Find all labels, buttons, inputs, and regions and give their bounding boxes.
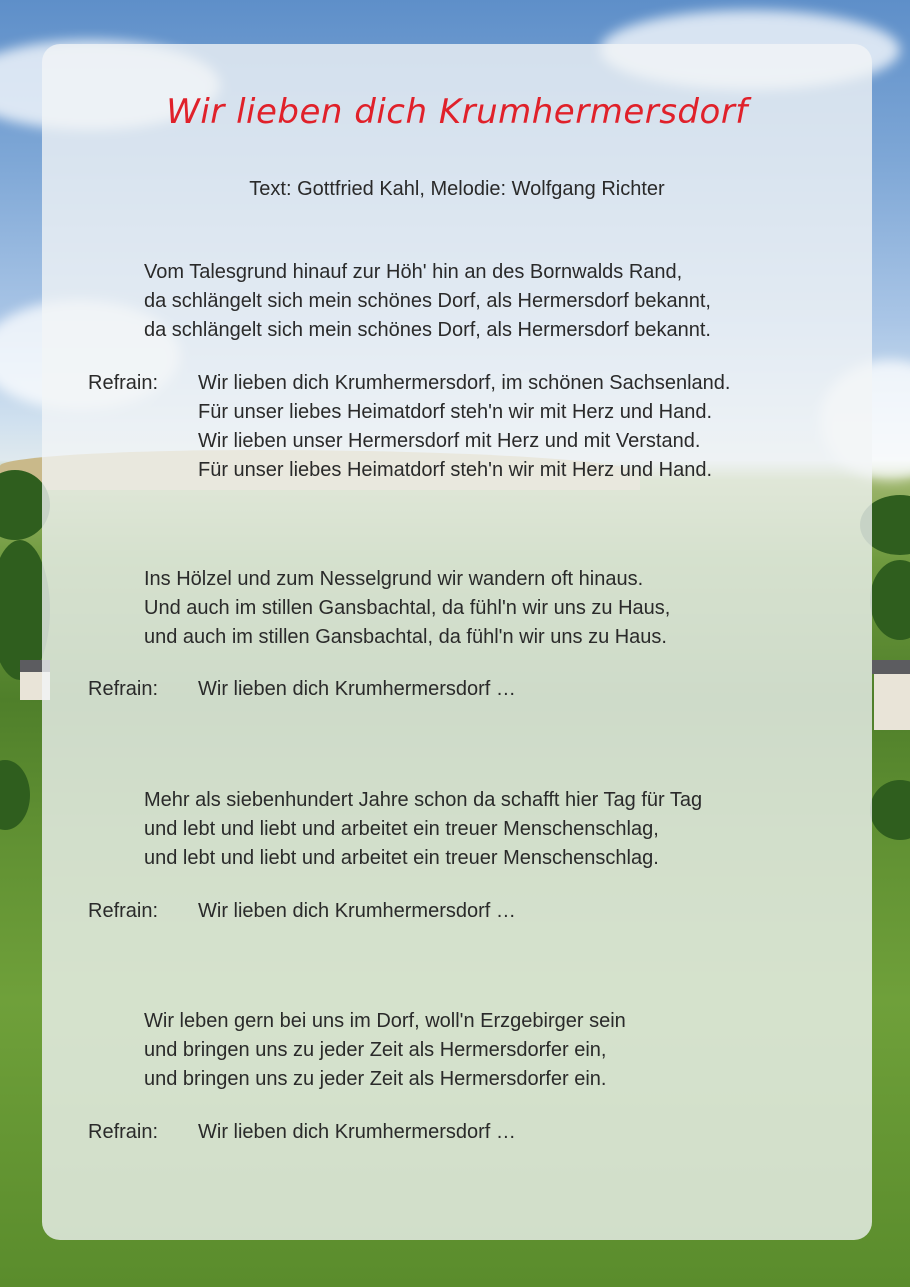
refrain-line: Wir lieben dich Krumhermersdorf … [198,1121,516,1143]
verse-line: und bringen uns zu jeder Zeit als Hermersdorfer ein. [144,1068,607,1090]
verse-line: und lebt und liebt und arbeitet ein treuer Menschenschlag. [144,847,659,869]
refrain-line: Wir lieben dich Krumhermersdorf, im schönen Sachsenland. [198,372,731,394]
song-credits: Text: Gottfried Kahl, Melodie: Wolfgang Richter [249,178,665,200]
refrain-lines [198,675,516,704]
refrain-label: Refrain: [88,1121,159,1143]
verse-line: Ins Hölzel und zum Nesselgrund wir wandern oft hinaus. [144,568,644,590]
refrain-label: Refrain: [88,900,159,922]
song-title: Wir lieben dich Krumhermersdorf [166,92,748,132]
verse-line: da schlängelt sich mein schönes Dorf, als Hermersdorf bekannt, [144,290,711,312]
refrain-line: Für unser liebes Heimatdorf steh'n wir mit Herz und Hand. [198,459,713,481]
verse-line: und auch im stillen Gansbachtal, da fühl'n wir uns zu Haus. [144,626,667,648]
refrain-line: Für unser liebes Heimatdorf steh'n wir mit Herz und Hand. [198,401,713,423]
verse-3 [144,786,702,873]
refrain-line: Wir lieben dich Krumhermersdorf … [198,900,516,922]
refrain-lines [198,897,516,926]
verse-4 [144,1007,626,1094]
verse-line: und lebt und liebt und arbeitet ein treuer Menschenschlag, [144,818,659,840]
verse-line: da schlängelt sich mein schönes Dorf, als Hermersdorf bekannt. [144,319,711,341]
verse-1 [144,258,711,345]
refrain-line: Wir lieben unser Hermersdorf mit Herz und mit Verstand. [198,430,701,452]
verse-line: Und auch im stillen Gansbachtal, da fühl'n wir uns zu Haus, [144,597,671,619]
refrain-label: Refrain: [88,678,159,700]
verse-line: Vom Talesgrund hinauf zur Höh' hin an des Bornwalds Rand, [144,261,683,283]
verse-line: Mehr als siebenhundert Jahre schon da schafft hier Tag für Tag [144,789,703,811]
refrain-lines [198,1118,516,1147]
refrain-line: Wir lieben dich Krumhermersdorf … [198,678,516,700]
refrain-lines [198,369,730,485]
refrain-label: Refrain: [88,372,159,394]
verse-line: und bringen uns zu jeder Zeit als Hermersdorfer ein, [144,1039,607,1061]
verse-line: Wir leben gern bei uns im Dorf, woll'n Erzgebirger sein [144,1010,626,1032]
verse-2 [144,565,670,652]
